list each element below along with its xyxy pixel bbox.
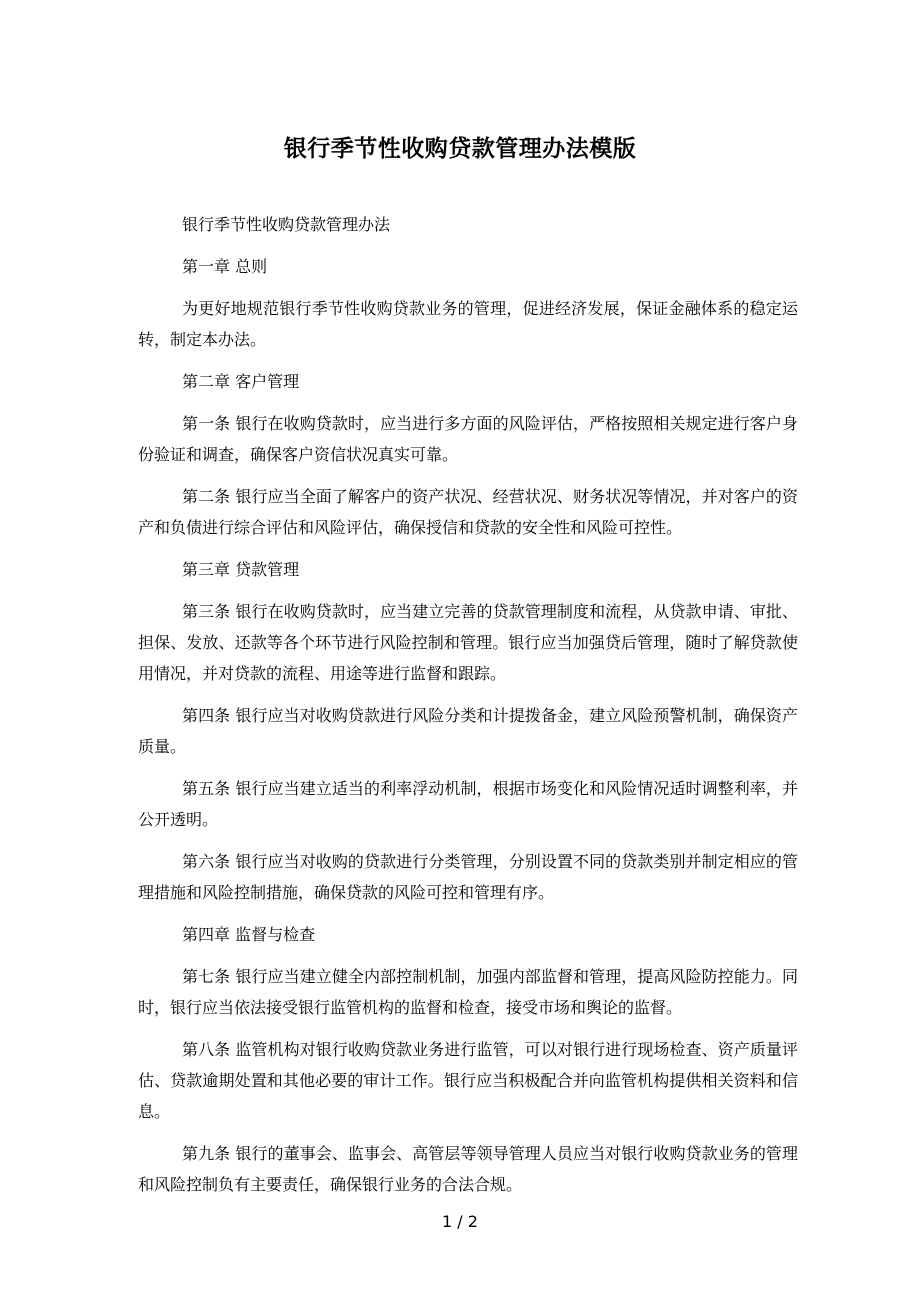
- article-7: 第七条 银行应当建立健全内部控制机制，加强内部监督和管理，提高风险防控能力。同时，银行应当依法接受银行监管机构的监督和检查，接受市场和舆论的监督。: [138, 967, 798, 1017]
- paragraph-purpose: 为更好地规范银行季节性收购贷款业务的管理，促进经济发展，保证金融体系的稳定运转，制定本办法。: [138, 299, 798, 349]
- chapter-heading-1: 第一章 总则: [182, 257, 268, 276]
- article-5: 第五条 银行应当建立适当的利率浮动机制，根据市场变化和风险情况适时调整利率，并公开透明。: [138, 779, 798, 829]
- article-2: 第二条 银行应当全面了解客户的资产状况、经营状况、财务状况等情况，并对客户的资产和负债进行综合评估和风险评估，确保授信和贷款的安全性和风险可控性。: [138, 487, 798, 537]
- page-number: 1 / 2: [442, 1212, 478, 1231]
- document-title: 银行季节性收购贷款管理办法模版: [283, 136, 637, 162]
- chapter-heading-4: 第四章 监督与检查: [182, 925, 316, 944]
- paragraph-subtitle: 银行季节性收购贷款管理办法: [182, 215, 391, 234]
- article-3: 第三条 银行在收购贷款时，应当建立完善的贷款管理制度和流程，从贷款申请、审批、担保、发放、还款等各个环节进行风险控制和管理。银行应当加强贷后管理，随时了解贷款使用情况，并对贷款的流程、用途等进行监督和跟踪。: [138, 602, 798, 683]
- chapter-heading-3: 第三章 贷款管理: [182, 560, 300, 579]
- document-body: [138, 209, 798, 1211]
- article-4: 第四条 银行应当对收购贷款进行风险分类和计提拨备金，建立风险预警机制，确保资产质量。: [138, 706, 798, 756]
- article-8: 第八条 监管机构对银行收购贷款业务进行监管，可以对银行进行现场检查、资产质量评估、贷款逾期处置和其他必要的审计工作。银行应当积极配合并向监管机构提供相关资料和信息。: [138, 1040, 798, 1121]
- article-1: 第一条 银行在收购贷款时，应当进行多方面的风险评估，严格按照相关规定进行客户身份验证和调查，确保客户资信状况真实可靠。: [138, 414, 798, 464]
- article-9: 第九条 银行的董事会、监事会、高管层等领导管理人员应当对银行收购贷款业务的管理和风险控制负有主要责任，确保银行业务的合法合规。: [138, 1144, 798, 1194]
- article-6: 第六条 银行应当对收购的贷款进行分类管理，分别设置不同的贷款类别并制定相应的管理措施和风险控制措施，确保贷款的风险可控和管理有序。: [138, 852, 798, 902]
- chapter-heading-2: 第二章 客户管理: [182, 372, 300, 391]
